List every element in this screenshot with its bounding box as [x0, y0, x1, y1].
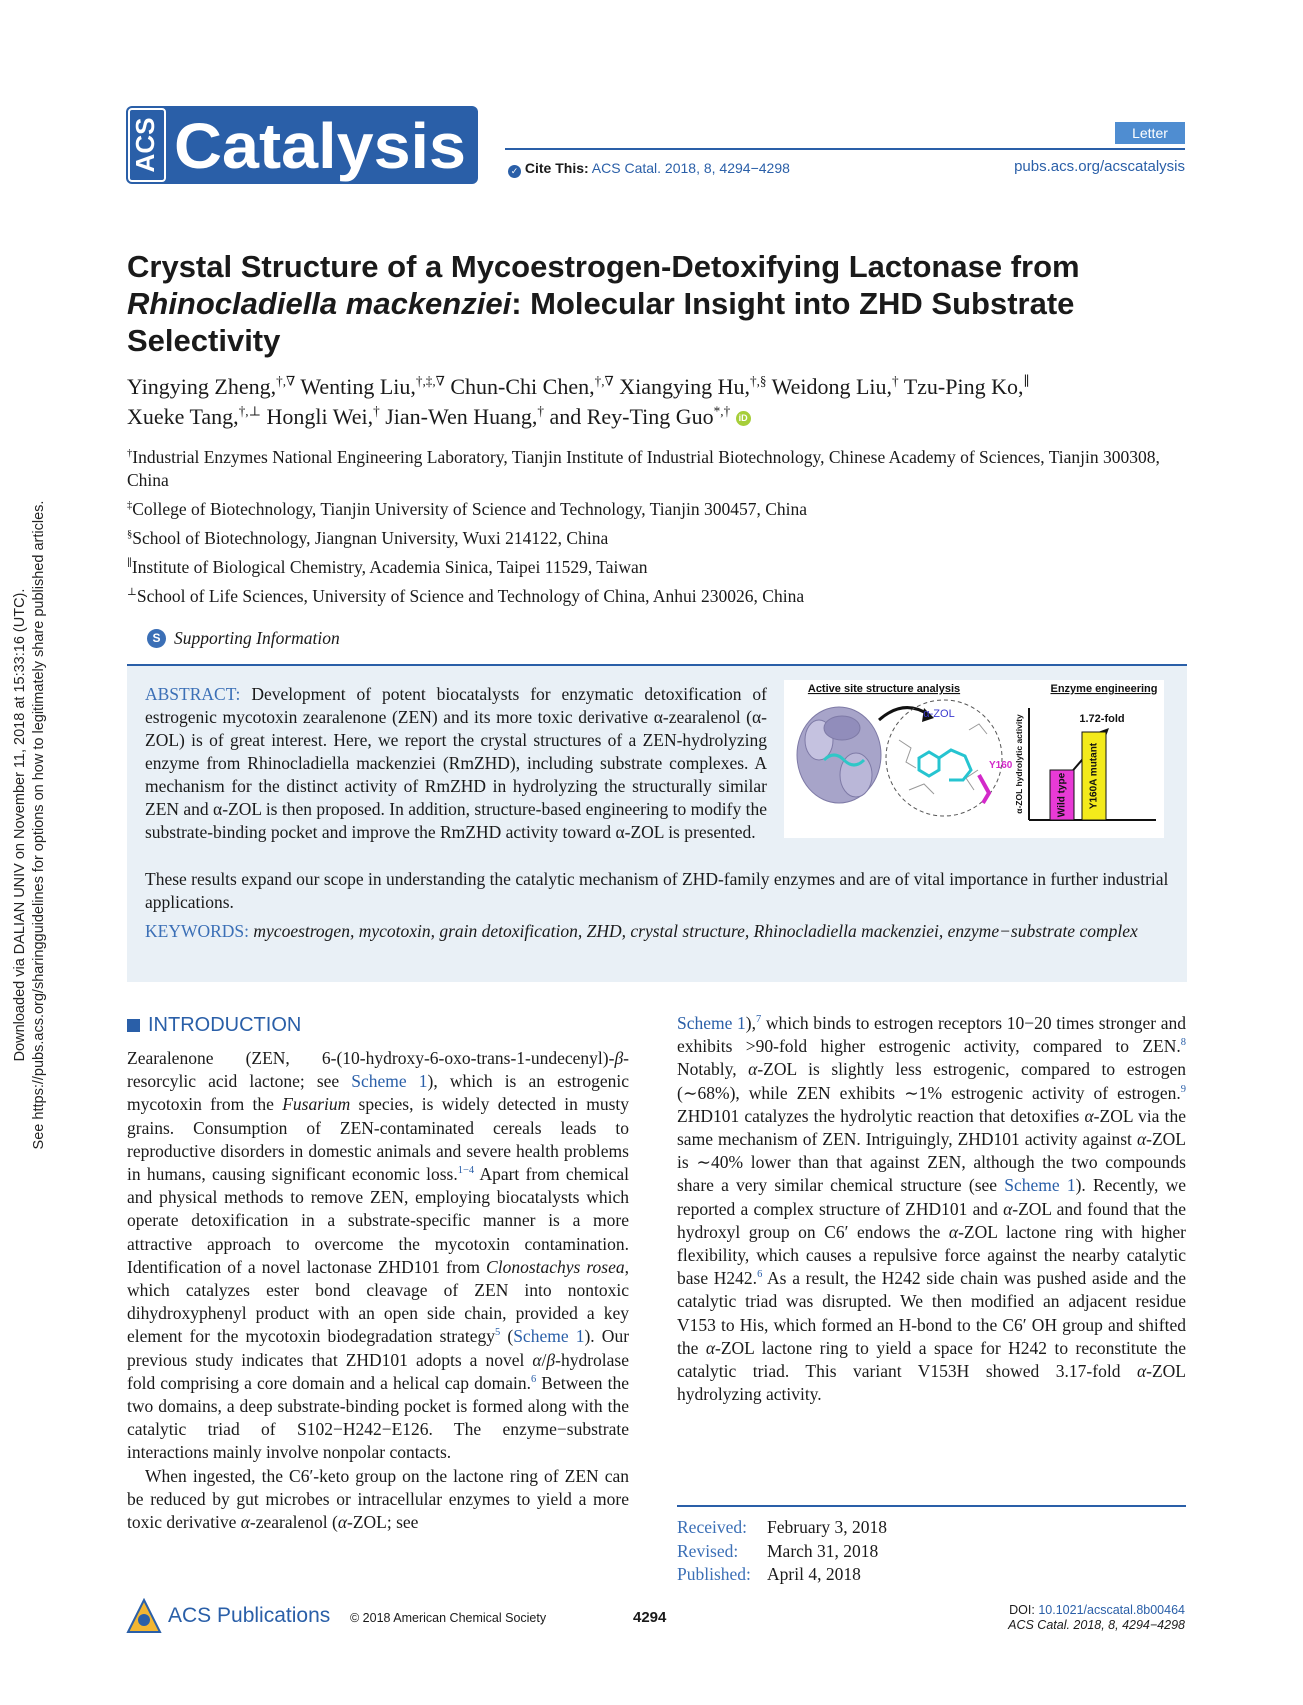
affiliation-1: †Industrial Enzymes National Engineering Laboratory, Tianjin Institute of Industrial Biotechnology, Chinese Academy of Sciences, Tianjin 300308, China — [127, 447, 1160, 490]
dates-rule — [677, 1505, 1186, 1507]
affiliation-5: ⊥School of Life Sciences, University of Science and Technology of China, Anhui 230026, China — [127, 586, 805, 606]
section-marker — [127, 1019, 140, 1032]
acs-emblem-icon — [126, 1598, 162, 1634]
toc-left-title: Active site structure analysis — [807, 683, 961, 695]
affiliation-3: §School of Biotechnology, Jiangnan University, Wuxi 214122, China — [127, 528, 609, 548]
toc-right-title: Enzyme engineering — [1050, 683, 1158, 695]
keywords — [145, 920, 1175, 943]
bar1-label: Wild type — [1056, 772, 1068, 818]
title-line-1: Crystal Structure of a Mycoestrogen-Detoxifying Lactonase from — [127, 249, 1080, 284]
cite-label: Cite This: — [524, 160, 589, 176]
watermark-line-2: See https://pubs.acs.org/sharingguidelines for options on how to legitimately share published articles. — [31, 500, 47, 1150]
doi-block: DOI: 10.1021/acscatal.8b00464 ACS Catal. 2018, 8, 4294−4298 — [1008, 1603, 1185, 1632]
doi-link[interactable]: 10.1021/acscatal.8b00464 — [1038, 1603, 1185, 1617]
cite-this[interactable] — [508, 160, 790, 178]
journal-logo — [126, 106, 478, 184]
footer-citation: ACS Catal. 2018, 8, 4294−4298 — [1008, 1618, 1185, 1632]
date-received: Received: February 3, 2018 — [677, 1517, 888, 1537]
date-revised: Revised: March 31, 2018 — [677, 1540, 879, 1561]
author-list — [127, 372, 1187, 432]
copyright: © 2018 American Chemical Society — [350, 1611, 547, 1625]
publisher-name: ACS Publications — [168, 1604, 331, 1627]
keywords-label: KEYWORDS: — [145, 921, 250, 941]
body-column-left: Zearalenone (ZEN, 6-(10-hydroxy-6-oxo-trans-1-undecenyl)-β-resorcylic acid lactone; see Scheme 1), which is an estrogenic mycotoxin from the Fusarium species, is widely detected in musty grains. Consumption of ZEN-contaminated cereals leads to reproductive disorders in domestic animals and severe health problems in humans, causing significant economic loss.$^{1-4}$ Apart from chemical and physical methods to remove ZEN, employing biocatalysts which operate detoxification in a substrate-specific manner is a more attractive approach to overcome the mycotoxin contamination. Identification of a novel lactonase ZHD101 from Clonostachys rosea, which catalyzes ester bond cleavage of ZEN into nontoxic dihydroxyphenyl product with an open side chain, provided a key element for the mycotoxin biodegradation strategy$^5$ (Scheme 1). Our previous study indicates that ZHD101 adopts a novel α/β-hydrolase fold comprising a core domain and a helical cap domain.$^6$ Between the two domains, a deep substrate-binding pocket is formed along with the catalytic triad of S102−H242−E126. The enzyme−substrate interactions mainly involve nonpolar contacts. When ingested, the C6′-keto group on the lactone ring of ZEN can be reduced by gut microbes or intracellular enzymes to yield a more toxic derivative α-zearalenol (α-ZOL; see — [127, 1048, 630, 1533]
body-column-right: Scheme 1),$^7$ which binds to estrogen receptors 10−20 times stronger and exhibits >90-fold higher estrogenic activity, compared to ZEN.$^8$ Notably, α-ZOL is slightly less estrogenic, compared to estrogen (∼68%), while ZEN exhibits ∼1% estrogenic activity of estrogen.$^9$ ZHD101 catalyzes the hydrolytic reaction that detoxifies α-ZOL via the same mechanism of ZEN. Intriguingly, ZHD101 activity against α-ZOL is ∼40% lower than that against ZEN, although the two compounds share a very similar chemical structure (see Scheme 1). Recently, we reported a complex structure of ZHD101 and α-ZOL and found that the hydroxyl group on C6′ endows the α-ZOL lactone ring with higher flexibility, which causes a repulsive force against the nearby catalytic base H242.$^6$ As a result, the H242 side chain was pushed aside and the catalytic triad was disrupted. We then modified an adjacent residue V153 to His, which formed an H-bond to the C6′ OH group and shifted the α-ZOL lactone ring to yield a space for H242 to reconstitute the catalytic triad. This variant V153H showed 3.17-fold α-ZOL hydrolyzing activity. — [677, 1013, 1186, 1405]
intro-heading: INTRODUCTION — [148, 1014, 302, 1036]
check-icon: ✓ — [508, 165, 521, 178]
abstract-label: ABSTRACT: — [145, 684, 241, 704]
article-type-badge: Letter — [1115, 122, 1185, 144]
bar2-label: Y160A mutant — [1088, 742, 1100, 810]
page-number: 4294 — [633, 1609, 667, 1626]
ligand-structure — [919, 750, 971, 780]
logo-prefix: ACS — [129, 117, 160, 173]
fold-label: 1.72-fold — [1079, 713, 1125, 725]
authors-line-2: Xueke Tang,†,⊥ Hongli Wei,† Jian-Wen Huang,† and Rey-Ting Guo*,† iD — [127, 402, 1187, 432]
article-title — [127, 248, 1187, 359]
acs-publications-logo — [126, 1598, 330, 1634]
affiliation-2: ‡College of Biotechnology, Tianjin University of Science and Technology, Tianjin 300457, China — [127, 499, 807, 519]
supporting-info-icon[interactable]: S — [147, 629, 166, 648]
authors-line-1: Yingying Zheng,†,∇ Wenting Liu,†,‡,∇ Chun-Chi Chen,†,∇ Xiangying Hu,†,§ Weidong Liu,† Tzu-Ping Ko,∥ — [127, 373, 1030, 399]
download-watermark — [11, 285, 49, 1365]
toc-axis-label: α-ZOL hydrolytic activity — [1014, 714, 1024, 814]
affiliation-4: ∥Institute of Biological Chemistry, Academia Sinica, Taipei 11529, Taiwan — [127, 557, 648, 577]
ligand-label: α-ZOL — [923, 708, 955, 720]
article-dates — [677, 1516, 887, 1587]
abstract-body-2: These results expand our scope in understanding the catalytic mechanism of ZHD-family enzymes and are of vital importance in further industrial applications. — [145, 869, 1169, 912]
protein-structure-image — [797, 707, 881, 803]
supporting-info-link[interactable]: Supporting Information — [174, 628, 340, 648]
watermark-line-1: Downloaded via DALIAN UNIV on November 11, 2018 at 15:33:16 (UTC). — [12, 588, 28, 1062]
cite-ref[interactable]: ACS Catal. 2018, 8, 4294−4298 — [591, 160, 790, 176]
keywords-list: mycoestrogen, mycotoxin, grain detoxification, ZHD, crystal structure, Rhinocladiella mackenziei, enzyme−substrate complex — [253, 921, 1138, 941]
orcid-icon[interactable]: iD — [736, 411, 751, 426]
abstract-text — [145, 683, 767, 844]
abstract-body-1: Development of potent biocatalysts for enzymatic detoxification of estrogenic mycotoxin zearalenone (ZEN) and its more toxic derivative α-zearalenol (α-ZOL) is of great interest. Here, we report the crystal structures of a ZEN-hydrolyzing enzyme from Rhinocladiella mackenziei (RmZHD), including substrate complexes. A mechanism for the distinct activity of RmZHD in hydrolyzing the structurally similar ZEN and α-ZOL is then proposed. In addition, structure-based engineering to modify the substrate-binding pocket and improve the RmZHD activity toward α-ZOL is presented. — [145, 684, 768, 842]
journal-url[interactable]: pubs.acs.org/acscatalysis — [1014, 158, 1185, 175]
residue-label: Y160 — [989, 760, 1013, 771]
toc-graphic — [784, 680, 1164, 838]
title-rest: : Molecular Insight into ZHD Substrate Selectivity — [127, 286, 1075, 358]
arrow — [879, 708, 929, 720]
logo-word: Catalysis — [174, 110, 466, 182]
title-species: Rhinocladiella mackenziei — [127, 286, 512, 321]
header-rule — [505, 148, 1185, 150]
date-published: Published: April 4, 2018 — [677, 1564, 861, 1584]
